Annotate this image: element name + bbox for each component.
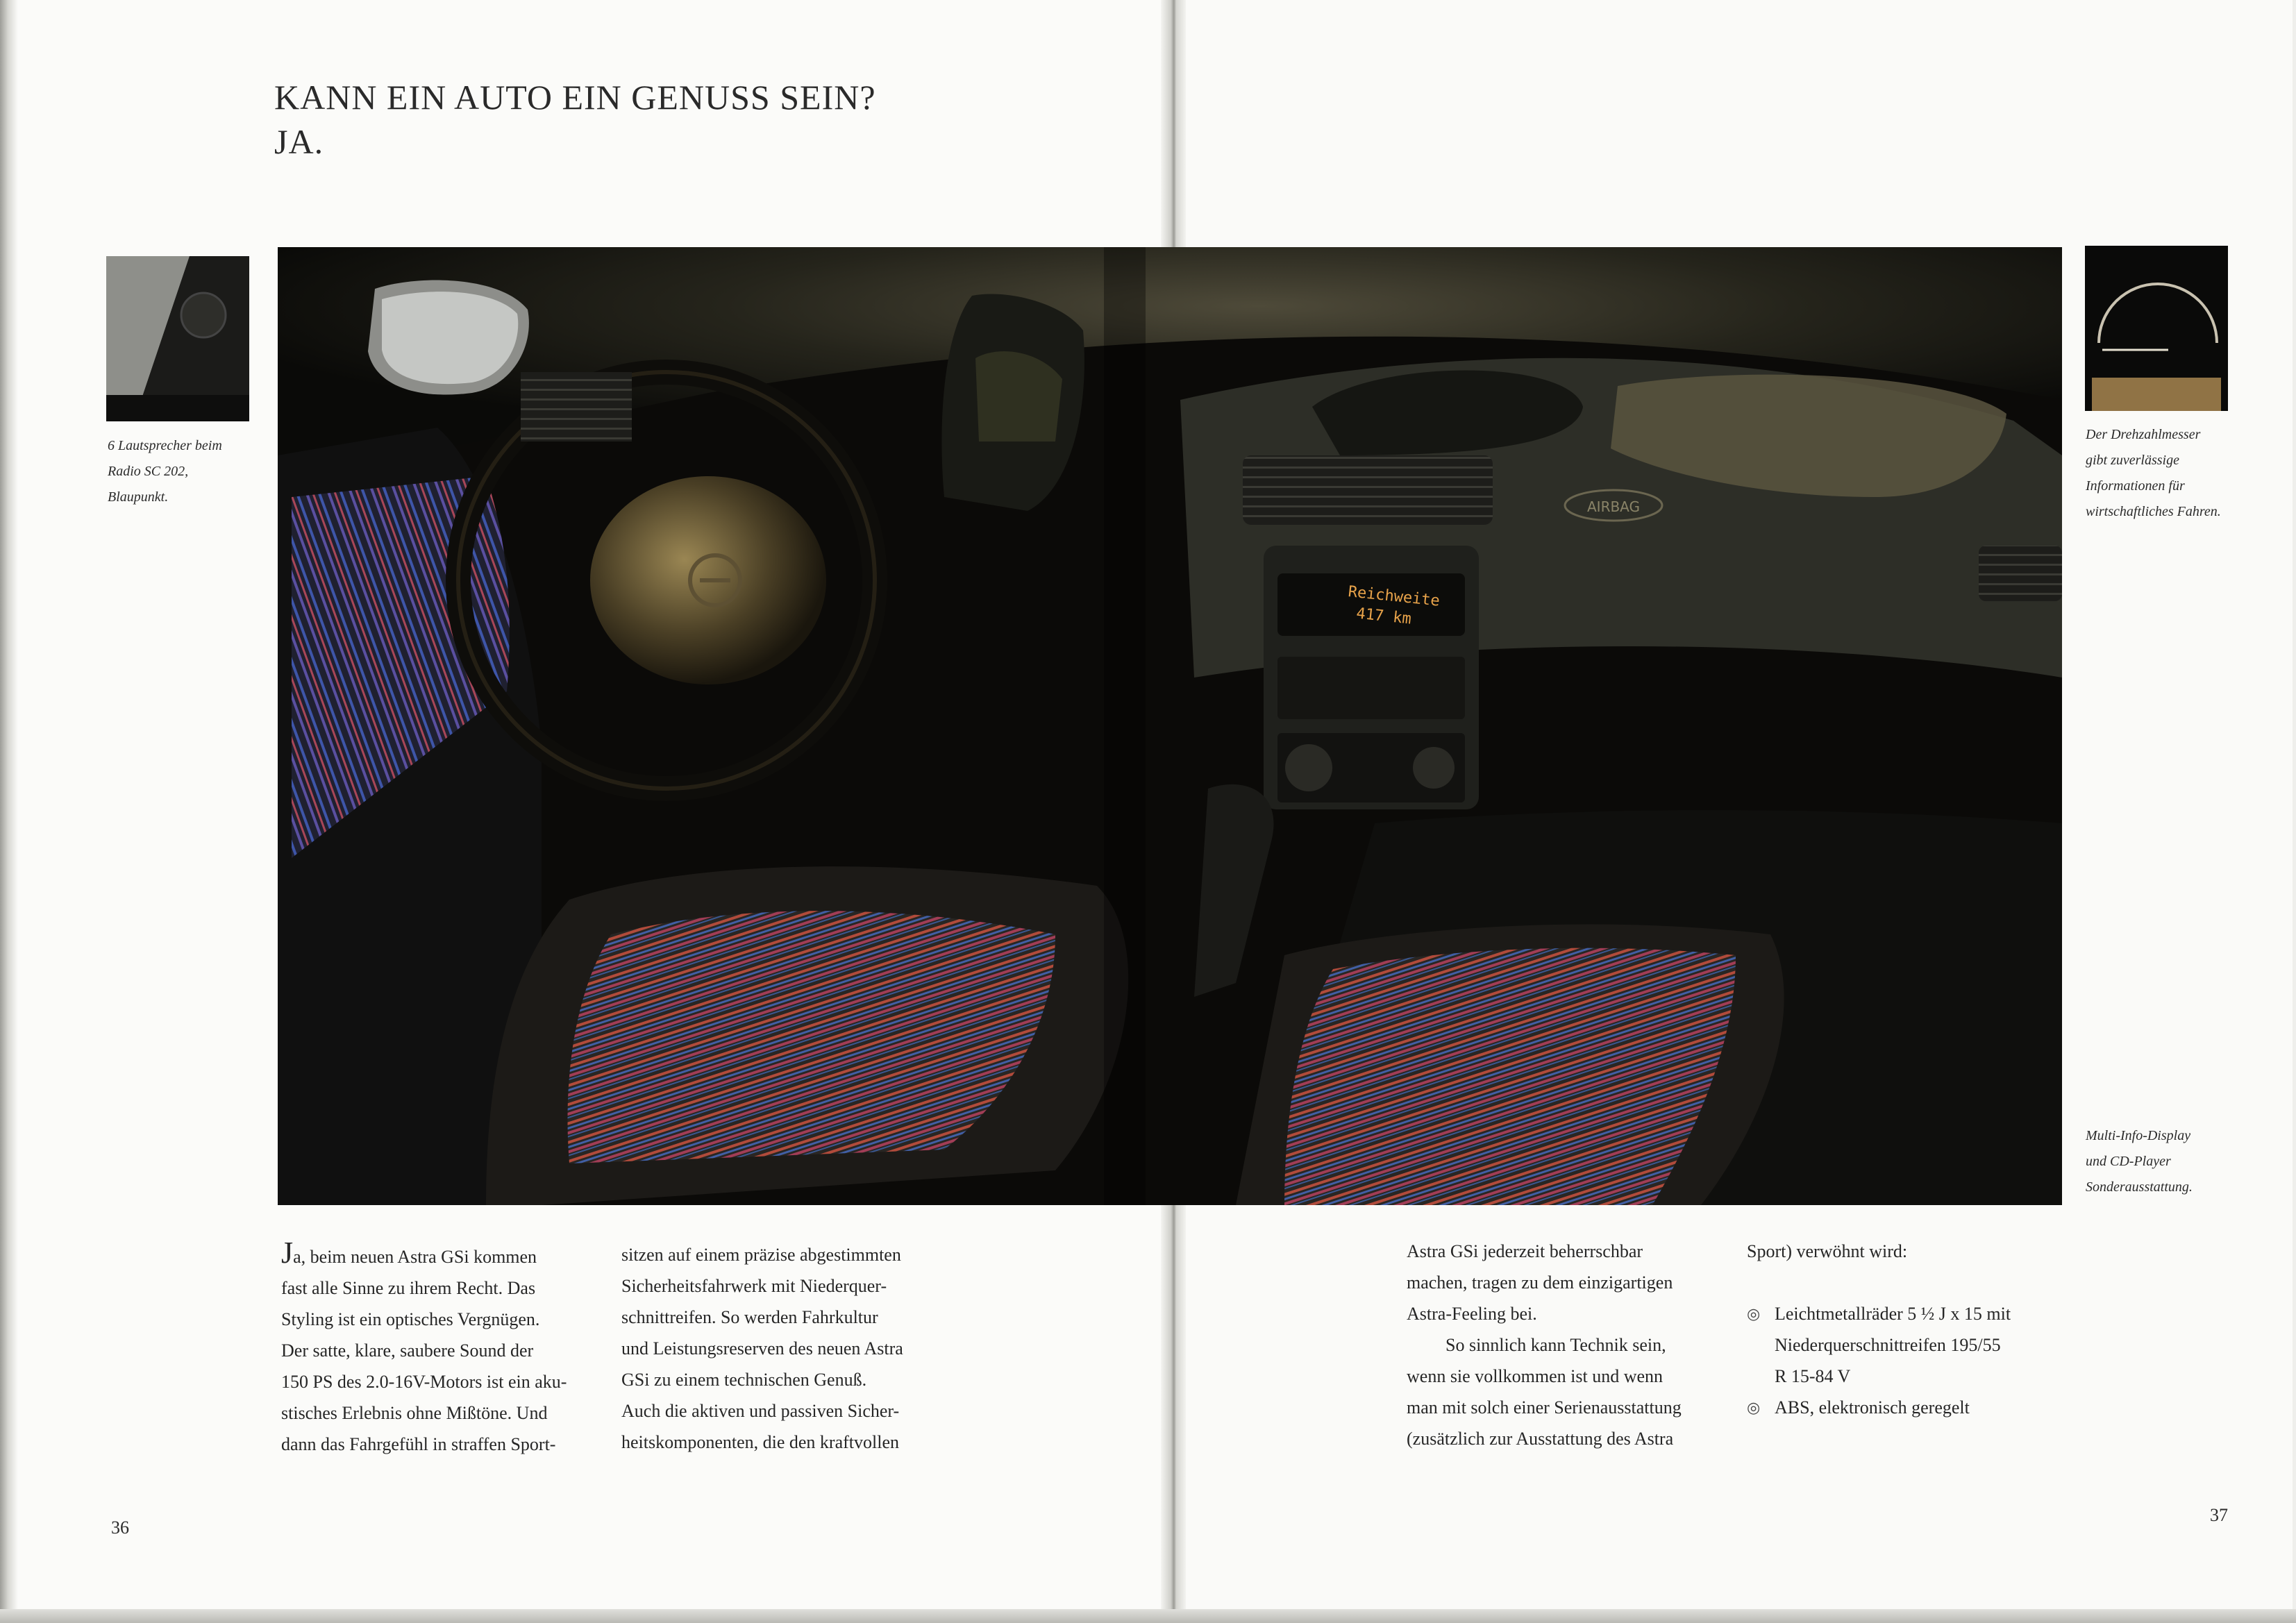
body-line: R 15-84 V xyxy=(1775,1366,1851,1386)
body-line: ABS, elektronisch geregelt xyxy=(1775,1397,1970,1418)
caption-tachometer xyxy=(2086,422,2221,525)
display-text-line-2: 417 km xyxy=(1355,605,1412,628)
interior-photo xyxy=(278,247,2062,1205)
page-number-left: 36 xyxy=(111,1517,129,1538)
body-line: dann das Fahrgefühl in straffen Sport- xyxy=(281,1434,556,1454)
body-line: Der satte, klare, saubere Sound der xyxy=(281,1340,534,1361)
caption-speakers xyxy=(108,433,222,510)
spacer xyxy=(1747,1267,2011,1298)
body-column-1 xyxy=(281,1236,567,1460)
bullet-icon: ◎ xyxy=(1747,1399,1761,1416)
caption-line: und CD-Player xyxy=(2086,1154,2171,1169)
body-line: machen, tragen zu dem einzigartigen xyxy=(1407,1272,1673,1293)
body-line: fast alle Sinne zu ihrem Recht. Das xyxy=(281,1278,536,1298)
body-line: Astra-Feeling bei. xyxy=(1407,1304,1537,1324)
caption-line: Blaupunkt. xyxy=(108,489,169,505)
body-line: Auch die aktiven und passiven Sicher- xyxy=(621,1401,900,1421)
feature-bullet xyxy=(1747,1298,2011,1392)
caption-line: Radio SC 202, xyxy=(108,464,189,479)
body-column-3 xyxy=(1407,1236,1682,1454)
body-line: schnittreifen. So werden Fahrkultur xyxy=(621,1307,878,1327)
speaker-thumbnail xyxy=(106,256,249,421)
body-line: 150 PS des 2.0-16V-Motors ist ein aku- xyxy=(281,1372,567,1392)
body-line: stisches Erlebnis ohne Mißtöne. Und xyxy=(281,1403,548,1423)
body-line: Astra GSi jederzeit beherrschbar xyxy=(1407,1241,1643,1261)
body-line: Sicherheitsfahrwerk mit Niederquer- xyxy=(621,1276,887,1296)
page-bottom-edge xyxy=(0,1609,2296,1623)
page-number-right: 37 xyxy=(2210,1505,2228,1525)
body-line: So sinnlich kann Technik sein, xyxy=(1446,1335,1666,1355)
body-line: man mit solch einer Serienausstattung xyxy=(1407,1397,1682,1418)
caption-display xyxy=(2086,1123,2193,1200)
caption-line: wirtschaftliches Fahren. xyxy=(2086,504,2221,519)
display-text-line-1: Reichweite xyxy=(1347,583,1441,610)
body-line: GSi zu einem technischen Genuß. xyxy=(621,1370,867,1390)
caption-line: Der Drehzahlmesser xyxy=(2086,427,2201,442)
body-line: (zusätzlich zur Ausstattung des Astra xyxy=(1407,1429,1674,1449)
body-line: Styling ist ein optisches Vergnügen. xyxy=(281,1309,540,1329)
caption-line: Multi-Info-Display xyxy=(2086,1128,2191,1143)
caption-line: Sonderausstattung. xyxy=(2086,1179,2193,1195)
body-column-2 xyxy=(621,1239,903,1458)
headline-line-2: JA. xyxy=(274,122,324,161)
caption-line: 6 Lautsprecher beim xyxy=(108,438,222,453)
headline-line-1: KANN EIN AUTO EIN GENUSS SEIN? xyxy=(274,78,876,117)
drop-cap: J xyxy=(281,1236,294,1270)
body-column-4 xyxy=(1747,1236,2011,1423)
caption-line: Informationen für xyxy=(2086,478,2185,494)
body-line: Leichtmetallräder 5 ½ J x 15 mit xyxy=(1775,1304,2011,1324)
page-edge-shadow xyxy=(0,0,18,1623)
body-line: und Leistungsreserven des neuen Astra xyxy=(621,1338,903,1359)
tachometer-thumbnail xyxy=(2085,246,2228,411)
bullet-icon: ◎ xyxy=(1747,1305,1761,1322)
body-line: heitskomponenten, die den kraftvollen xyxy=(621,1432,900,1452)
body-line: Niederquerschnittreifen 195/55 xyxy=(1775,1335,2001,1355)
airbag-label: AIRBAG xyxy=(1586,498,1641,515)
body-line: Sport) verwöhnt wird: xyxy=(1747,1241,1908,1261)
body-line: Ja, beim neuen Astra GSi kommen xyxy=(281,1236,537,1270)
body-line: wenn sie vollkommen ist und wenn xyxy=(1407,1366,1664,1386)
feature-bullet xyxy=(1747,1392,2011,1423)
body-line: sitzen auf einem präzise abgestimmten xyxy=(621,1245,901,1265)
caption-line: gibt zuverlässige xyxy=(2086,453,2179,468)
headline xyxy=(274,75,876,164)
